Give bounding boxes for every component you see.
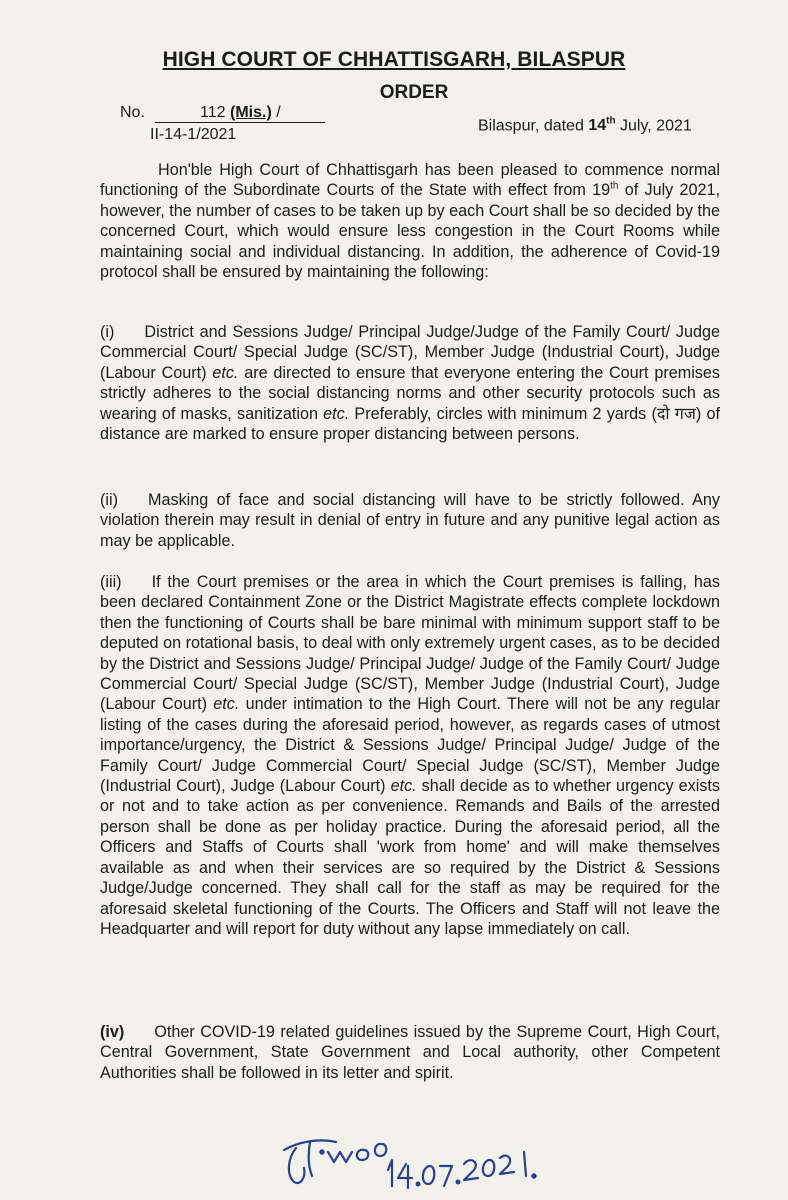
intro-text-2: of July 2021, however, the number of cases to be taken up by each Court shall be so decided by the concerned Court, which would ensure less congestion in the Court Rooms while maintaining social and individual distancing. In addition, the adherence of Covid-19 protocol shall be ensured by maintaining the following: [100,181,721,282]
order-slash: / [276,104,281,121]
clause-i-text-3: Preferably, circles with minimum 2 yards (दो गज) of distance are marked to ensure proper distancing between persons. [100,404,720,444]
court-title: HIGH COURT OF CHHATTISGARH, BILASPUR [162,48,626,71]
clause-iii-text-3: shall decide as to whether urgency exists or not and to take action as per convenience. Remands and Bails of the arrested person shall be done as per holiday practice. During the aforesaid period, all the Officers and Staffs of Courts shall 'work from home' and will make themselves available as and when their services are so required by the District & Sessions Judge/Judge concerned. They shall call for the staff as may be required for the aforesaid skeletal functioning of the Courts. The Officers and Staff will not leave the Headquarter and will report for duty without any lapse immediately on call. [100,777,720,938]
clause-iv [100,1022,720,1083]
date-day-suffix: th [606,116,616,127]
clause-iii-text-1: If the Court premises or the area in which the Court premises is falling, has been declared Containment Zone or the District Magistrate effects complete lockdown then the functioning of Courts shall be bare minimal with minimum support staff to be deputed on rotational basis, to deal with only extremely urgent cases, as to be decided by the District and Sessions Judge/ Principal Judge/ Judge of the Family Court/ Judge Commercial Court/ Special Judge (SC/ST), Member Judge (Industrial Court), Judge (Labour Court) [100,573,720,714]
clause-iii-text-2: under intimation to the High Court. There will not be any regular listing of the cases during the aforesaid period, however, as regards cases of utmost importance/urgency, the District & Sessions Judge/ Principal Judge/ Judge of the Family Court/ Judge Commercial Court/ Special Judge (SC/ST), Member Judge (Industrial Court), Judge (Labour Court) [100,695,721,796]
order-number: 112 [200,104,226,121]
clause-iv-label: (iv) [100,1023,125,1041]
date-rest: July, 2021 [620,117,692,135]
order-heading: ORDER [379,82,449,103]
clause-i [100,322,720,444]
intro-paragraph [100,160,720,282]
clause-ii-text: Masking of face and social distancing will have to be strictly followed. Any violation therein may result in denial of entry in future and any punitive legal action as may be applicable. [100,491,720,550]
order-date [478,116,692,135]
order-number-line [120,104,325,123]
handwritten-signature [278,1112,558,1192]
order-number-field [155,104,325,123]
clause-i-etc-1: etc. [212,363,239,382]
file-reference: II-14-1/2021 [150,126,237,143]
clause-iii-label: (iii) [100,573,122,591]
clause-ii-label: (ii) [100,491,118,509]
clause-iii-etc-1: etc. [213,695,240,714]
date-day: 14 [588,117,607,135]
clause-i-text-2: are directed to ensure that everyone entering the Court premises strictly adheres to the social distancing norms and other security protocols such as wearing of masks, sanitization [100,363,720,423]
date-prefix: Bilaspur, dated [478,117,584,135]
order-number-label: No. [120,104,145,121]
order-type: (Mis.) [230,104,272,121]
clause-iii [100,572,720,939]
intro-text-1: Hon'ble High Court of Chhattisgarh has been pleased to commence normal functioning of the Subordinate Courts of the State with effect from 19 [100,161,720,200]
clause-i-etc-2: etc. [323,404,350,423]
clause-ii [100,490,720,551]
clause-i-label: (i) [100,323,115,341]
clause-iv-text: Other COVID-19 related guidelines issued by the Supreme Court, High Court, Central Government, State Government and Local authority, other Competent Authorities shall be followed in its letter and spirit. [100,1023,720,1082]
clause-iii-etc-2: etc. [390,777,417,796]
clause-i-text-1: District and Sessions Judge/ Principal Judge/Judge of the Family Court/ Judge Commercial Court/ Special Judge (SC/ST), Member Judge (Industrial Court), Judge (Labour Court) [100,323,720,382]
intro-sup: th [610,181,619,193]
